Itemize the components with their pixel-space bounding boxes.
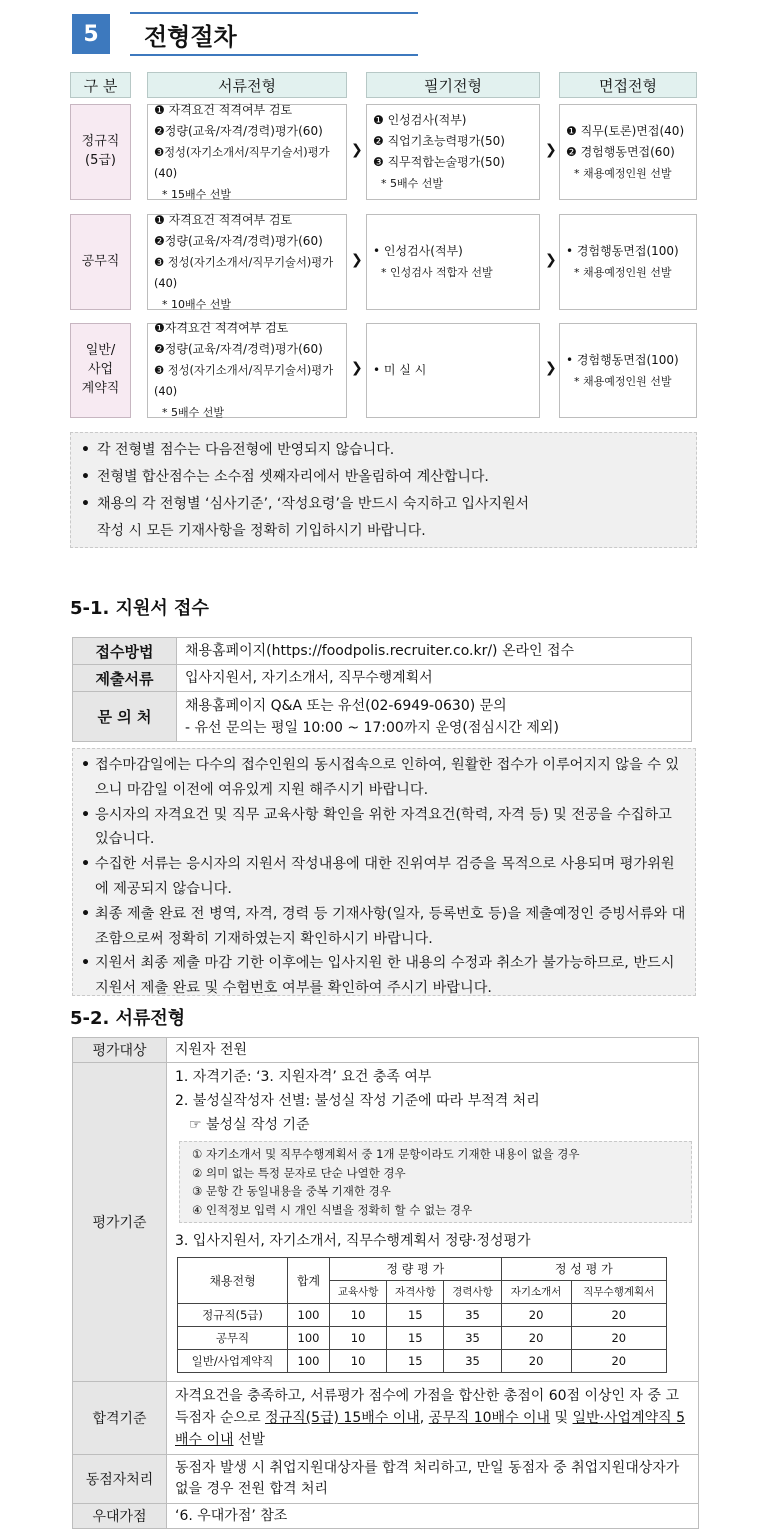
flow-doc-step bbox=[147, 214, 347, 310]
value-line: 채용홈페이지 Q&A 또는 유선(02-6949-0630) 문의 bbox=[185, 697, 507, 714]
category-line: (5급) bbox=[85, 153, 116, 168]
flow-written-step bbox=[366, 214, 540, 310]
score-col-total: 합계 bbox=[288, 1258, 330, 1304]
row-value: ‘6. 우대가점’ 참조 bbox=[167, 1504, 699, 1529]
row-key: 문 의 처 bbox=[73, 692, 177, 742]
row-value: 입사지원서, 자기소개서, 직무수행계획서 bbox=[177, 665, 692, 692]
flow-interview-step bbox=[559, 323, 697, 418]
score-cell: 100 bbox=[288, 1304, 330, 1327]
step-line: ❸ 정성(자기소개서/직무기술서)평가(40) bbox=[154, 255, 334, 290]
pass-text: 자격요건을 충족하고, 서류평가 점수에 가점을 합산한 총점이 60점 이상인 자 중 고득점자 순으로 bbox=[175, 1388, 679, 1426]
step-line: ❶ 자격요건 적격여부 검토 bbox=[154, 212, 293, 227]
flow-arrow-icon: ❯ bbox=[545, 142, 557, 158]
step-line: ❶ 자격요건 적격여부 검토 bbox=[154, 102, 293, 117]
score-cell: 100 bbox=[288, 1350, 330, 1373]
criteria-item: ③ 문항 간 동일내용을 중복 기재한 경우 bbox=[192, 1184, 391, 1198]
score-cell: 20 bbox=[571, 1327, 666, 1350]
table-row bbox=[73, 1063, 699, 1382]
note-item: • 채용의 각 전형별 ‘심사기준’, ‘작성요령’을 반드시 숙지하고 입사지원서 bbox=[81, 496, 530, 512]
step-line: ❸ 정성(자기소개서/직무기술서)평가(40) bbox=[154, 364, 334, 398]
row-key: 우대가점 bbox=[73, 1504, 167, 1529]
score-col-type: 채용전형 bbox=[178, 1258, 288, 1304]
flow-arrow-icon: ❯ bbox=[351, 252, 363, 268]
category-line: 계약직 bbox=[81, 380, 120, 396]
score-cell: 35 bbox=[444, 1350, 501, 1373]
score-sub-col: 자기소개서 bbox=[501, 1281, 571, 1304]
row-value: 동점자 발생 시 취업지원대상자를 합격 처리하고, 만일 동점자 중 취업지원대상자가 없을 경우 전원 합격 처리 bbox=[167, 1455, 699, 1504]
table-row bbox=[73, 1504, 699, 1529]
criteria-line: 1. 자격기준: ‘3. 지원자격’ 요건 충족 여부 bbox=[175, 1069, 432, 1085]
score-cell: 20 bbox=[571, 1304, 666, 1327]
flow-header-document: 서류전형 bbox=[147, 72, 347, 98]
score-col-quant: 정 량 평 가 bbox=[330, 1258, 502, 1281]
criteria-item: ② 의미 없는 특정 문자로 단순 나열한 경우 bbox=[192, 1165, 406, 1180]
score-cell: 일반/사업계약직 bbox=[178, 1350, 288, 1373]
category-line: 사업 bbox=[87, 362, 114, 378]
flow-header-interview: 면접전형 bbox=[559, 72, 697, 98]
score-cell: 20 bbox=[571, 1350, 666, 1373]
table-row bbox=[73, 638, 692, 665]
score-cell: 15 bbox=[387, 1304, 444, 1327]
pass-highlight: 일반·사업계약직 5배수 이내 bbox=[175, 1410, 686, 1448]
score-cell: 20 bbox=[501, 1327, 571, 1350]
flow-interview-step bbox=[559, 214, 697, 310]
step-line: • 경험행동면접(100) bbox=[566, 352, 679, 367]
row-key: 합격기준 bbox=[73, 1382, 167, 1455]
pass-text: 선발 bbox=[233, 1432, 266, 1448]
step-note: * 5배수 선발 bbox=[381, 177, 443, 190]
score-cell: 20 bbox=[501, 1350, 571, 1373]
flow-category-civil bbox=[70, 214, 131, 310]
note-item: • 응시자의 자격요건 및 직무 교육사항 확인을 위한 자격요건(학력, 자격 등) 및 전공을 수집하고 있습니다. bbox=[81, 803, 687, 853]
note-item: • 수집한 서류는 응시자의 지원서 작성내용에 대한 진위여부 검증을 목적으로 사용되며 평가위원에 제공되지 않습니다. bbox=[81, 852, 687, 902]
row-key: 평가대상 bbox=[73, 1038, 167, 1063]
row-value: 지원자 전원 bbox=[167, 1038, 699, 1063]
score-cell: 35 bbox=[444, 1327, 501, 1350]
score-cell: 100 bbox=[288, 1327, 330, 1350]
row-key: 접수방법 bbox=[73, 638, 177, 665]
step-line: ❶ 직무(토론)면접(40) bbox=[566, 123, 685, 138]
category-line: 공무직 bbox=[81, 253, 120, 269]
table-row bbox=[73, 692, 692, 742]
step-line: ❶ 인성검사(적부) bbox=[373, 113, 467, 127]
score-cell: 20 bbox=[501, 1304, 571, 1327]
flow-interview-step bbox=[559, 104, 697, 200]
flow-doc-step bbox=[147, 323, 347, 418]
score-cell: 정규직(5급) bbox=[178, 1304, 288, 1327]
criteria-cell bbox=[167, 1063, 699, 1382]
flow-arrow-icon: ❯ bbox=[545, 360, 557, 376]
pass-highlight: 정규직(5급) 15배수 이내 bbox=[265, 1410, 420, 1426]
criteria-item: ④ 인적정보 입력 시 개인 식별을 정확히 할 수 없는 경우 bbox=[192, 1202, 473, 1217]
criteria-item: ① 자기소개서 및 직무수행계획서 중 1개 문항이라도 기재한 내용이 없을 경우 bbox=[192, 1147, 580, 1161]
score-cell: 15 bbox=[387, 1327, 444, 1350]
score-sub-col: 직무수행계획서 bbox=[571, 1281, 666, 1304]
row-key: 제출서류 bbox=[73, 665, 177, 692]
pass-highlight: 공무직 10배수 이내 bbox=[428, 1410, 551, 1426]
step-note: * 인성검사 적합자 선발 bbox=[381, 266, 493, 279]
score-cell: 공무직 bbox=[178, 1327, 288, 1350]
section-title bbox=[130, 12, 418, 56]
table-row bbox=[73, 1382, 699, 1455]
application-table bbox=[72, 637, 692, 742]
pass-text: 및 bbox=[550, 1410, 573, 1426]
insincere-criteria-box bbox=[179, 1141, 692, 1223]
score-row bbox=[178, 1304, 667, 1327]
step-line: ❷정량(교육/자격/경력)평가(60) bbox=[154, 342, 323, 356]
section-number: 5 bbox=[72, 14, 110, 54]
step-line: ❷정량(교육/자격/경력)평가(60) bbox=[154, 233, 323, 248]
flow-header-written: 필기전형 bbox=[366, 72, 540, 98]
score-cell: 10 bbox=[330, 1304, 387, 1327]
section-title-text: 전형절차 bbox=[144, 22, 237, 51]
value-line: - 유선 문의는 평일 10:00 ~ 17:00까지 운영(점심시간 제외) bbox=[185, 719, 559, 736]
step-note: * 15배수 선발 bbox=[162, 187, 231, 201]
score-cell: 10 bbox=[330, 1350, 387, 1373]
step-line: ❷ 경험행동면접(60) bbox=[566, 144, 675, 159]
score-sub-col: 경력사항 bbox=[444, 1281, 501, 1304]
note-item: • 접수마감일에는 다수의 접수인원의 동시접속으로 인하여, 원활한 접수가 이루어지지 않을 수 있으니 마감일 이전에 여유있게 지원 해주시기 바랍니다. bbox=[81, 753, 687, 803]
criteria-line: 3. 입사지원서, 자기소개서, 직무수행계획서 정량·정성평가 bbox=[175, 1233, 531, 1249]
step-line: ❸정성(자기소개서/직무기술서)평가(40) bbox=[154, 145, 330, 180]
step-note: * 채용예정인원 선발 bbox=[574, 166, 672, 180]
score-row bbox=[178, 1327, 667, 1350]
flow-header-category: 구 분 bbox=[70, 72, 131, 98]
row-value: 채용홈페이지(https://foodpolis.recruiter.co.kr/) 온라인 접수 bbox=[177, 638, 692, 665]
flow-arrow-icon: ❯ bbox=[545, 252, 557, 268]
step-note: * 5배수 선발 bbox=[162, 406, 224, 419]
subsection-title-5-2: 5-2. 서류전형 bbox=[70, 1008, 186, 1029]
step-line: • 미 실 시 bbox=[373, 363, 427, 377]
table-row bbox=[73, 1038, 699, 1063]
pass-text: , bbox=[419, 1410, 429, 1426]
score-cell: 10 bbox=[330, 1327, 387, 1350]
row-value bbox=[167, 1382, 699, 1455]
note-item: 작성 시 모든 기재사항을 정확히 기입하시기 바랍니다. bbox=[97, 523, 426, 539]
application-notes bbox=[72, 748, 696, 996]
criteria-line: ☞ 불성실 작성 기준 bbox=[189, 1117, 310, 1133]
note-item: • 최종 제출 완료 전 병역, 자격, 경력 등 기재사항(일자, 등록번호 등)을 제출예정인 증빙서류와 대조함으로써 정확히 기재하였는지 확인하시기 바랍니다. bbox=[81, 902, 687, 952]
score-header-row bbox=[178, 1258, 667, 1281]
flow-notes bbox=[70, 432, 697, 548]
note-item: • 전형별 합산점수는 소수점 셋째자리에서 반올림하여 계산합니다. bbox=[81, 469, 489, 485]
score-sub-col: 교육사항 bbox=[330, 1281, 387, 1304]
flow-category-contract bbox=[70, 323, 131, 418]
step-line: ❷정량(교육/자격/경력)평가(60) bbox=[154, 123, 323, 138]
criteria-line: 2. 불성실작성자 선별: 불성실 작성 기준에 따라 부적격 처리 bbox=[175, 1093, 540, 1109]
table-row bbox=[73, 1455, 699, 1504]
row-value bbox=[177, 692, 692, 742]
row-key: 동점자처리 bbox=[73, 1455, 167, 1504]
score-sub-col: 자격사항 bbox=[387, 1281, 444, 1304]
step-note: * 10배수 선발 bbox=[162, 297, 231, 311]
step-line: ❷ 직업기초능력평가(50) bbox=[373, 134, 505, 148]
flow-written-step bbox=[366, 104, 540, 200]
document-screening-table bbox=[72, 1037, 699, 1529]
score-cell: 15 bbox=[387, 1350, 444, 1373]
step-note: * 채용예정인원 선발 bbox=[574, 266, 672, 279]
score-col-qual: 정 성 평 가 bbox=[501, 1258, 666, 1281]
row-key: 평가기준 bbox=[73, 1063, 167, 1382]
flow-arrow-icon: ❯ bbox=[351, 142, 363, 158]
flow-category-regular bbox=[70, 104, 131, 200]
table-row bbox=[73, 665, 692, 692]
score-cell: 35 bbox=[444, 1304, 501, 1327]
category-line: 정규직 bbox=[81, 134, 120, 150]
category-line: 일반/ bbox=[85, 343, 116, 359]
flow-written-step bbox=[366, 323, 540, 418]
step-line: • 경험행동면접(100) bbox=[566, 244, 679, 258]
subsection-title-5-1: 5-1. 지원서 접수 bbox=[70, 598, 209, 619]
flow-arrow-icon: ❯ bbox=[351, 360, 363, 376]
step-line: • 인성검사(적부) bbox=[373, 244, 463, 258]
step-note: * 채용예정인원 선발 bbox=[574, 374, 672, 388]
note-item: • 각 전형별 점수는 다음전형에 반영되지 않습니다. bbox=[81, 442, 395, 458]
score-table bbox=[177, 1257, 667, 1373]
score-row bbox=[178, 1350, 667, 1373]
flow-doc-step bbox=[147, 104, 347, 200]
note-item: • 지원서 최종 제출 마감 기한 이후에는 입사지원 한 내용의 수정과 취소가 불가능하므로, 반드시 지원서 제출 완료 및 수험번호 여부를 확인하여 주시기 바랍니다. bbox=[81, 951, 687, 1001]
step-line: ❶자격요건 적격여부 검토 bbox=[154, 321, 289, 335]
step-line: ❸ 직무적합논술평가(50) bbox=[373, 155, 505, 169]
